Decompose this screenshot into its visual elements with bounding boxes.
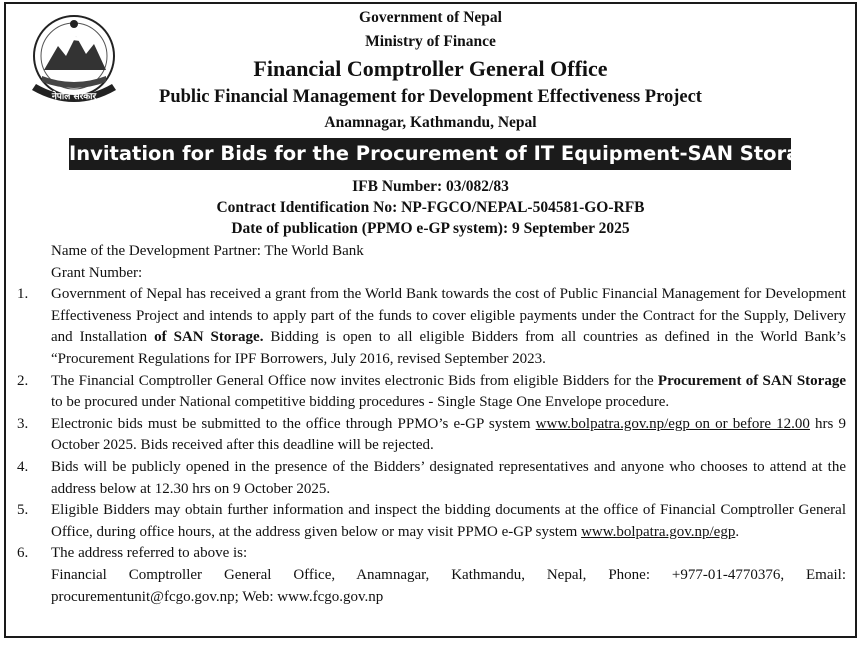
- egp-link[interactable]: www.bolpatra.gov.np/egp: [581, 523, 736, 540]
- clause-number: 4.: [17, 458, 29, 475]
- notice-banner: Invitation for Bids for the Procurement of IT Equipment-SAN Storage: [69, 138, 791, 170]
- project-title: Public Financial Management for Development Effectiveness Project: [159, 87, 702, 107]
- contract-id: Contract Identification No: NP-FGCO/NEPAL-504581-GO-RFB: [216, 199, 645, 216]
- clause-4: [6, 457, 855, 500]
- contact-address: Financial Comptroller General Office, Anamnagar, Kathmandu, Nepal, Phone: +977-01-4770376, Email: procurementunit@fcgo.gov.np; Web: www.fcgo.gov.np: [51, 566, 846, 605]
- clause-text: Eligible Bidders may obtain further information and inspect the bidding documents at the office of Financial Comptroller General Office, during office hours, at the address given below or may visit PPMO e-GP system: [51, 502, 846, 540]
- clause-text: to be procured under National competitive bidding procedures - Single Stage One Envelope procedure.: [51, 394, 670, 411]
- clause-text: Bidding is open to all eligible Bidders from all countries as defined in the World Bank’s “Procurement Regulations for IPF Borrowers, July 2016, revised September 2023.: [51, 329, 846, 367]
- clause-text: The Financial Comptroller General Office now invites electronic Bids from eligible Bidders for the: [51, 372, 658, 389]
- clause-bold-text: of SAN Storage.: [154, 329, 264, 346]
- clause-text: Bids will be publicly opened in the presence of the Bidders’ designated representatives and anyone who chooses to attend at the address below at 12.30 hrs on 9 October 2025.: [51, 458, 846, 497]
- clause-1: [6, 284, 855, 370]
- clause-6: [6, 543, 855, 565]
- office-address: Anamnagar, Kathmandu, Nepal: [324, 114, 537, 131]
- clause-text: hrs 9 October 2025. Bids received after this deadline will be rejected.: [51, 415, 846, 454]
- egp-deadline-link[interactable]: www.bolpatra.gov.np/egp on or before 12.00: [535, 415, 810, 432]
- publication-date: Date of publication (PPMO e-GP system): 9 September 2025: [231, 220, 630, 237]
- emblem-motto: नेपाल सरकार: [51, 92, 97, 102]
- clause-number: 3.: [17, 415, 29, 432]
- clause-3: [6, 414, 855, 457]
- clause-text: The address referred to above is:: [51, 545, 248, 562]
- development-partner: Name of the Development Partner: The World Bank: [51, 243, 364, 259]
- notice-frame: [4, 2, 857, 638]
- clause-5: [6, 500, 855, 543]
- clause-text: Electronic bids must be submitted to the office through PPMO’s e-GP system: [51, 415, 536, 432]
- ministry-title: Ministry of Finance: [365, 33, 496, 50]
- clause-number: 6.: [17, 545, 29, 562]
- clause-number: 5.: [17, 502, 29, 519]
- ifb-number: IFB Number: 03/082/83: [352, 178, 509, 195]
- clause-text: Government of Nepal has received a grant from the World Bank towards the cost of Public Financial Management for Development Effectiveness Project and intends to apply part of the funds to cover eligible payments under the Contract for the Supply, Delivery and Installation: [51, 286, 846, 346]
- grant-number: Grant Number:: [51, 264, 143, 281]
- clause-2: [6, 371, 855, 414]
- clause-number: 2.: [17, 372, 29, 389]
- clause-text: .: [735, 523, 740, 540]
- notice-body: [6, 241, 855, 608]
- government-title: Government of Nepal: [359, 9, 502, 26]
- clause-bold-text: Procurement of SAN Storage: [657, 372, 846, 389]
- clause-number: 1.: [17, 286, 29, 303]
- office-title: Financial Comptroller General Office: [253, 56, 608, 81]
